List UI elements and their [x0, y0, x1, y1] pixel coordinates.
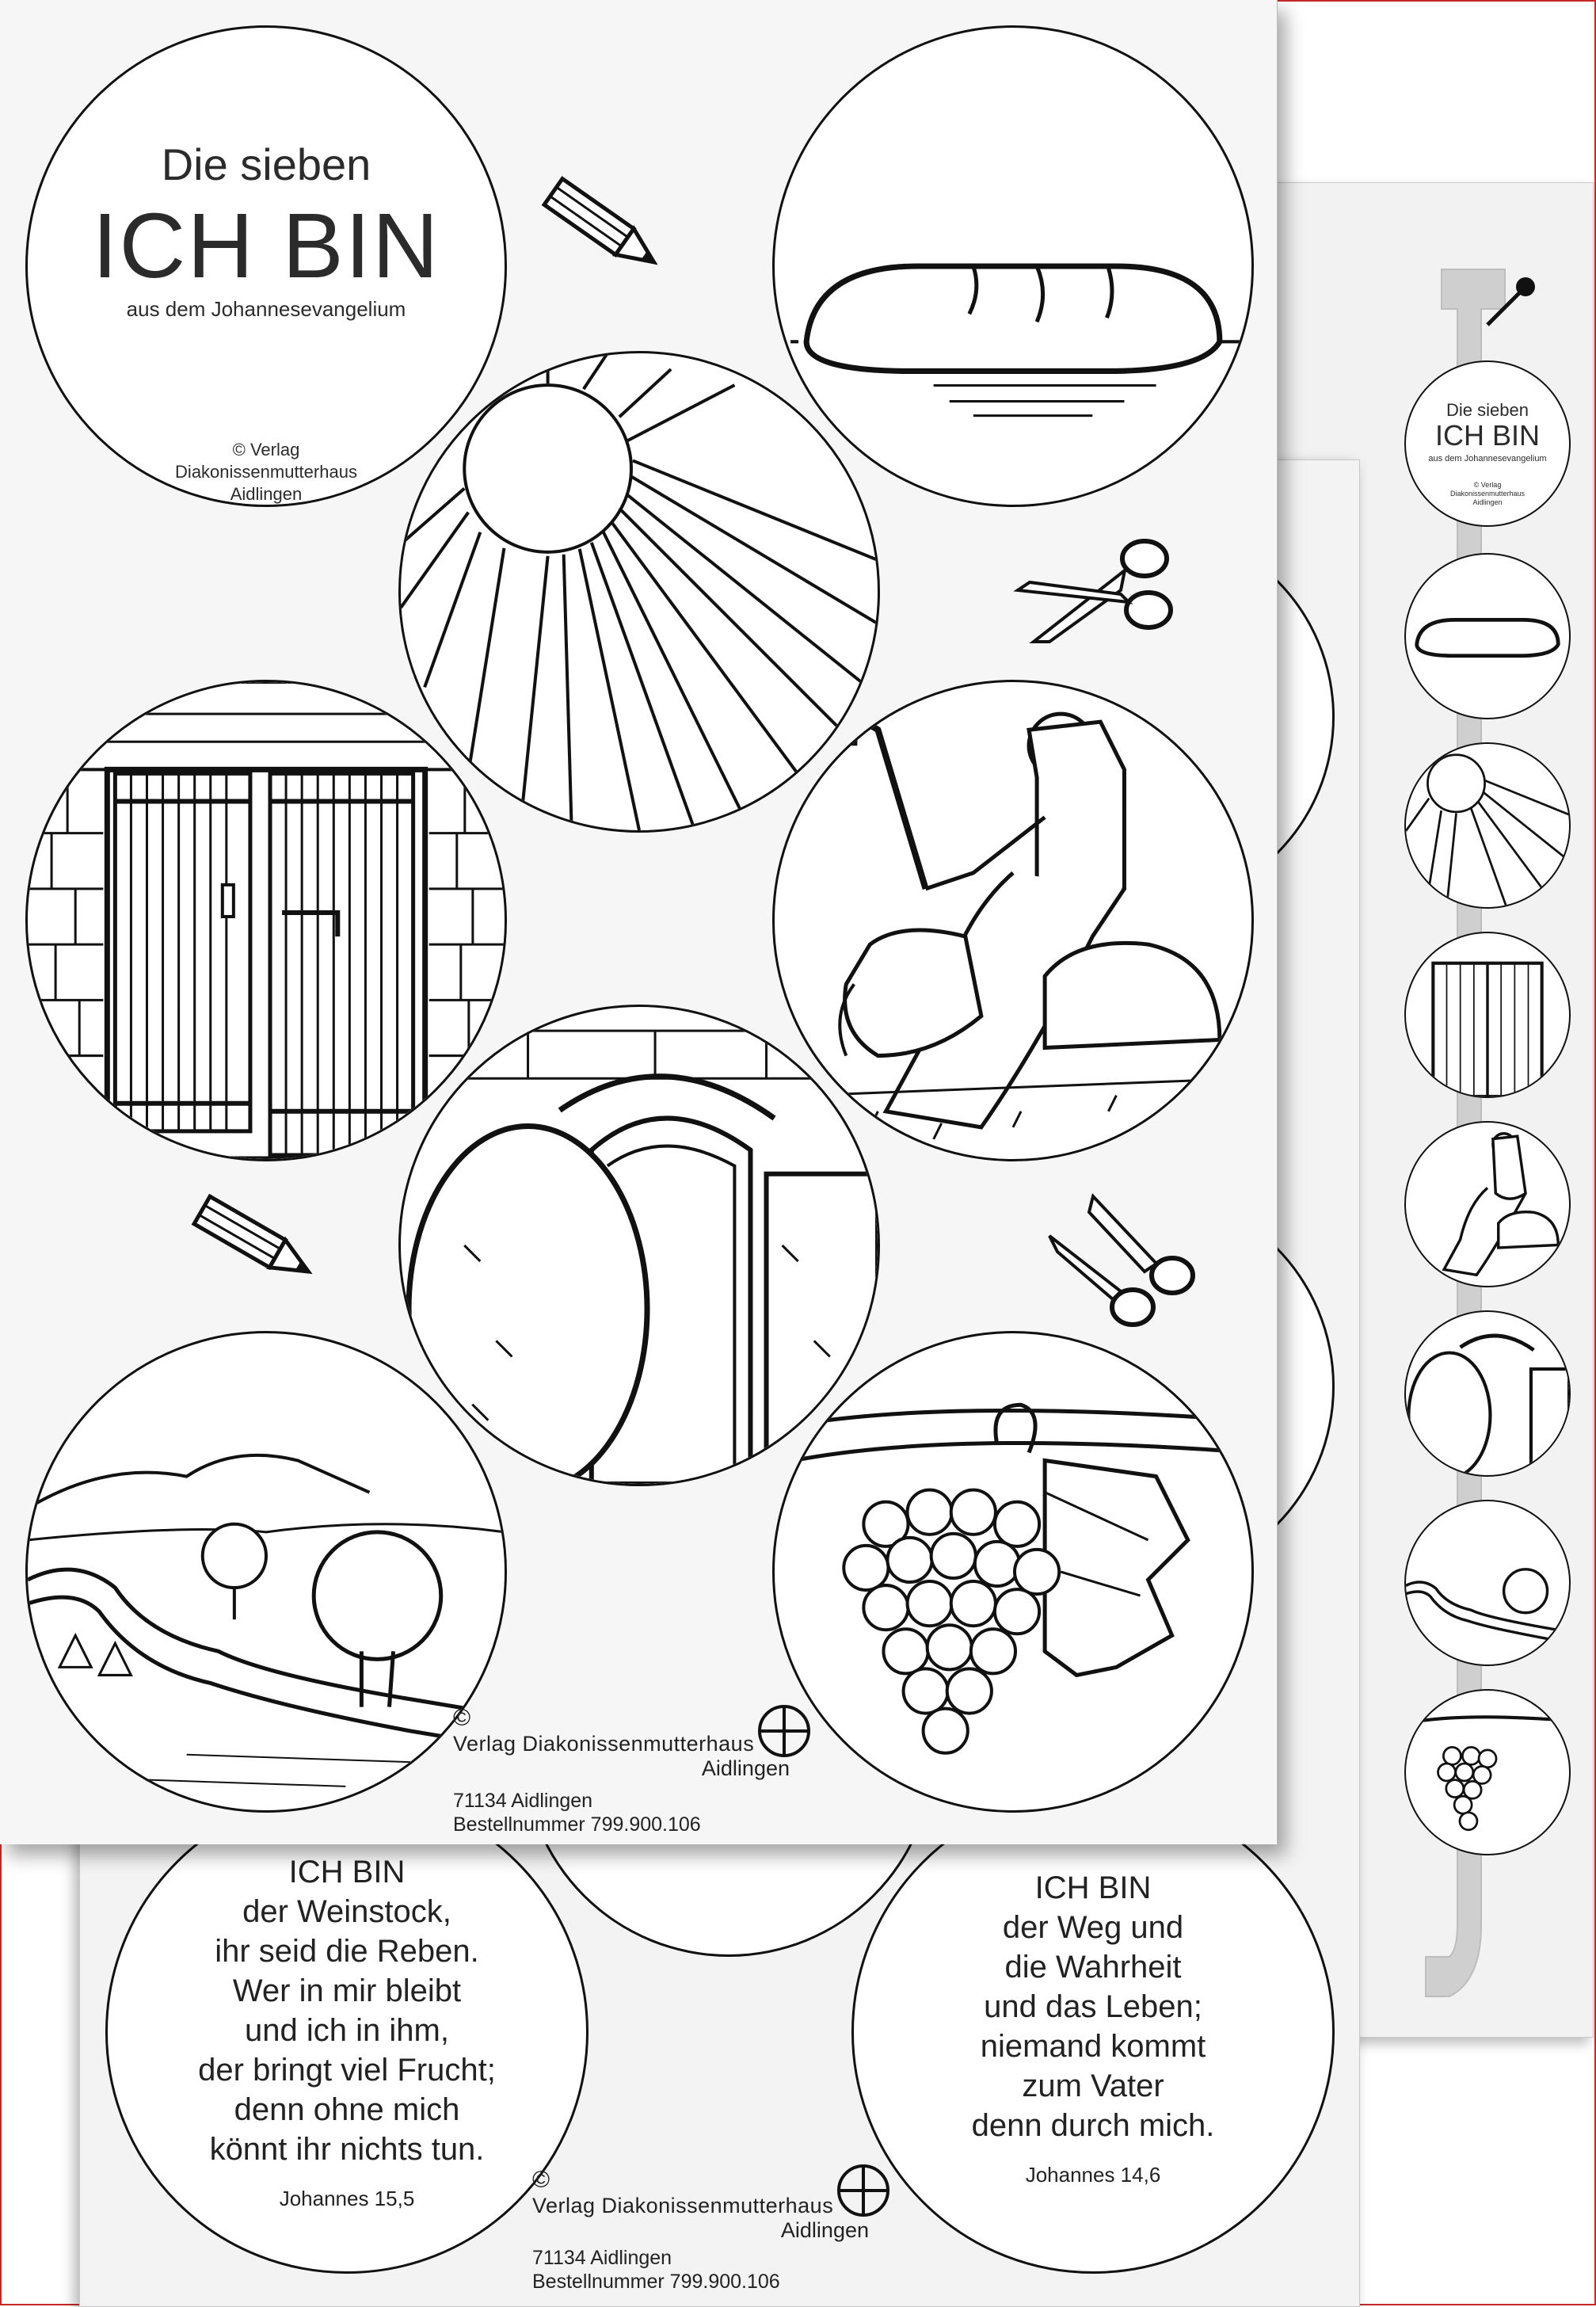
path-landscape-icon	[1406, 1501, 1569, 1664]
publisher-address: 71134 Aidlingen	[453, 1790, 593, 1812]
sun-icon	[1406, 744, 1569, 907]
pin-icon	[1481, 269, 1545, 333]
copyright-sign: ©	[532, 2167, 550, 2193]
grapes-icon	[1406, 1691, 1569, 1854]
verse-line: zum Vater	[1022, 2069, 1164, 2103]
verse-reference: Johannes 14,6	[1025, 2163, 1161, 2187]
publisher-city: Aidlingen	[701, 1756, 790, 1780]
verse-circle-way	[851, 1790, 1335, 2274]
mini-cover-circle	[1404, 360, 1571, 527]
verse-circle-vine	[105, 1790, 589, 2274]
mini-credit: Aidlingen	[1472, 498, 1503, 506]
publisher-back	[532, 2167, 881, 2293]
verse-line: der bringt viel Frucht;	[198, 2053, 496, 2088]
verse-line: denn durch mich.	[971, 2108, 1215, 2143]
copyright-sign: ©	[453, 1705, 471, 1731]
publisher-address: 71134 Aidlingen	[532, 2247, 672, 2269]
mini-bread-circle	[1404, 553, 1571, 719]
verse-line: die Wahrheit	[1004, 1950, 1182, 1985]
verse-line: niemand kommt	[980, 2029, 1206, 2064]
cross-logo-icon	[836, 2163, 891, 2218]
verse-line: denn ohne mich	[234, 2092, 460, 2127]
publisher-name: Verlag Diakonissenmutterhaus	[453, 1732, 755, 1756]
scissors-icon	[1046, 1188, 1212, 1331]
verse-reference: Johannes 15,5	[279, 2187, 415, 2210]
publisher-front	[453, 1705, 802, 1836]
mini-title-line1: Die sieben	[1446, 400, 1529, 420]
mini-tomb-circle	[1404, 1310, 1571, 1477]
verse-line: der Weinstock,	[242, 1894, 451, 1929]
cover-subtitle: aus dem Johannesevangelium	[126, 297, 406, 321]
mini-sun-circle	[1404, 742, 1571, 909]
bread-icon	[1406, 555, 1569, 718]
publisher-city: Aidlingen	[780, 2218, 869, 2242]
verse-line: ICH BIN	[288, 1855, 406, 1889]
cross-logo-icon	[756, 1703, 812, 1759]
verse-line: und das Leben;	[984, 1989, 1202, 2024]
verse-line: Wer in mir bleibt	[232, 1973, 462, 2008]
mini-shepherd-circle	[1404, 1121, 1571, 1287]
scissors-icon	[1010, 531, 1184, 650]
grapes-icon	[775, 1333, 1251, 1810]
tomb-icon	[1406, 1312, 1569, 1475]
mini-credit: © Verlag	[1473, 481, 1502, 489]
mini-door-circle	[1404, 932, 1571, 1098]
shepherd-icon	[1406, 1123, 1569, 1286]
picture-circle-path	[25, 1331, 507, 1813]
publisher-name: Verlag Diakonissenmutterhaus	[532, 2194, 834, 2217]
cover-credit: © Verlag	[232, 440, 300, 459]
door-icon	[1406, 933, 1569, 1096]
verse-line: ihr seid die Reben.	[215, 1934, 479, 1969]
mini-credit: Diakonissenmutterhaus	[1449, 490, 1526, 498]
verse-line: der Weg und	[1002, 1910, 1184, 1945]
pencil-icon	[178, 1180, 329, 1299]
verse-line: könnt ihr nichts tun.	[209, 2132, 485, 2167]
mini-grapes-circle	[1404, 1689, 1571, 1855]
mini-subtitle: aus dem Johannesevangelium	[1428, 454, 1547, 463]
path-landscape-icon	[28, 1333, 505, 1810]
order-number: Bestellnummer 799.900.106	[532, 2271, 780, 2293]
verse-line: und ich in ihm,	[245, 2013, 449, 2048]
verse-line: ICH BIN	[1034, 1870, 1152, 1905]
cover-credit: Diakonissenmutterhaus	[175, 462, 357, 482]
mini-title-main: ICH BIN	[1434, 419, 1540, 452]
picture-circle-grapes	[772, 1331, 1254, 1813]
pencil-icon	[527, 166, 677, 285]
cover-title-main: ICH BIN	[92, 194, 440, 297]
cover-credit: Aidlingen	[230, 484, 303, 504]
order-number: Bestellnummer 799.900.106	[453, 1813, 701, 1836]
mini-path-circle	[1404, 1500, 1571, 1666]
cover-title-line1: Die sieben	[161, 139, 371, 189]
